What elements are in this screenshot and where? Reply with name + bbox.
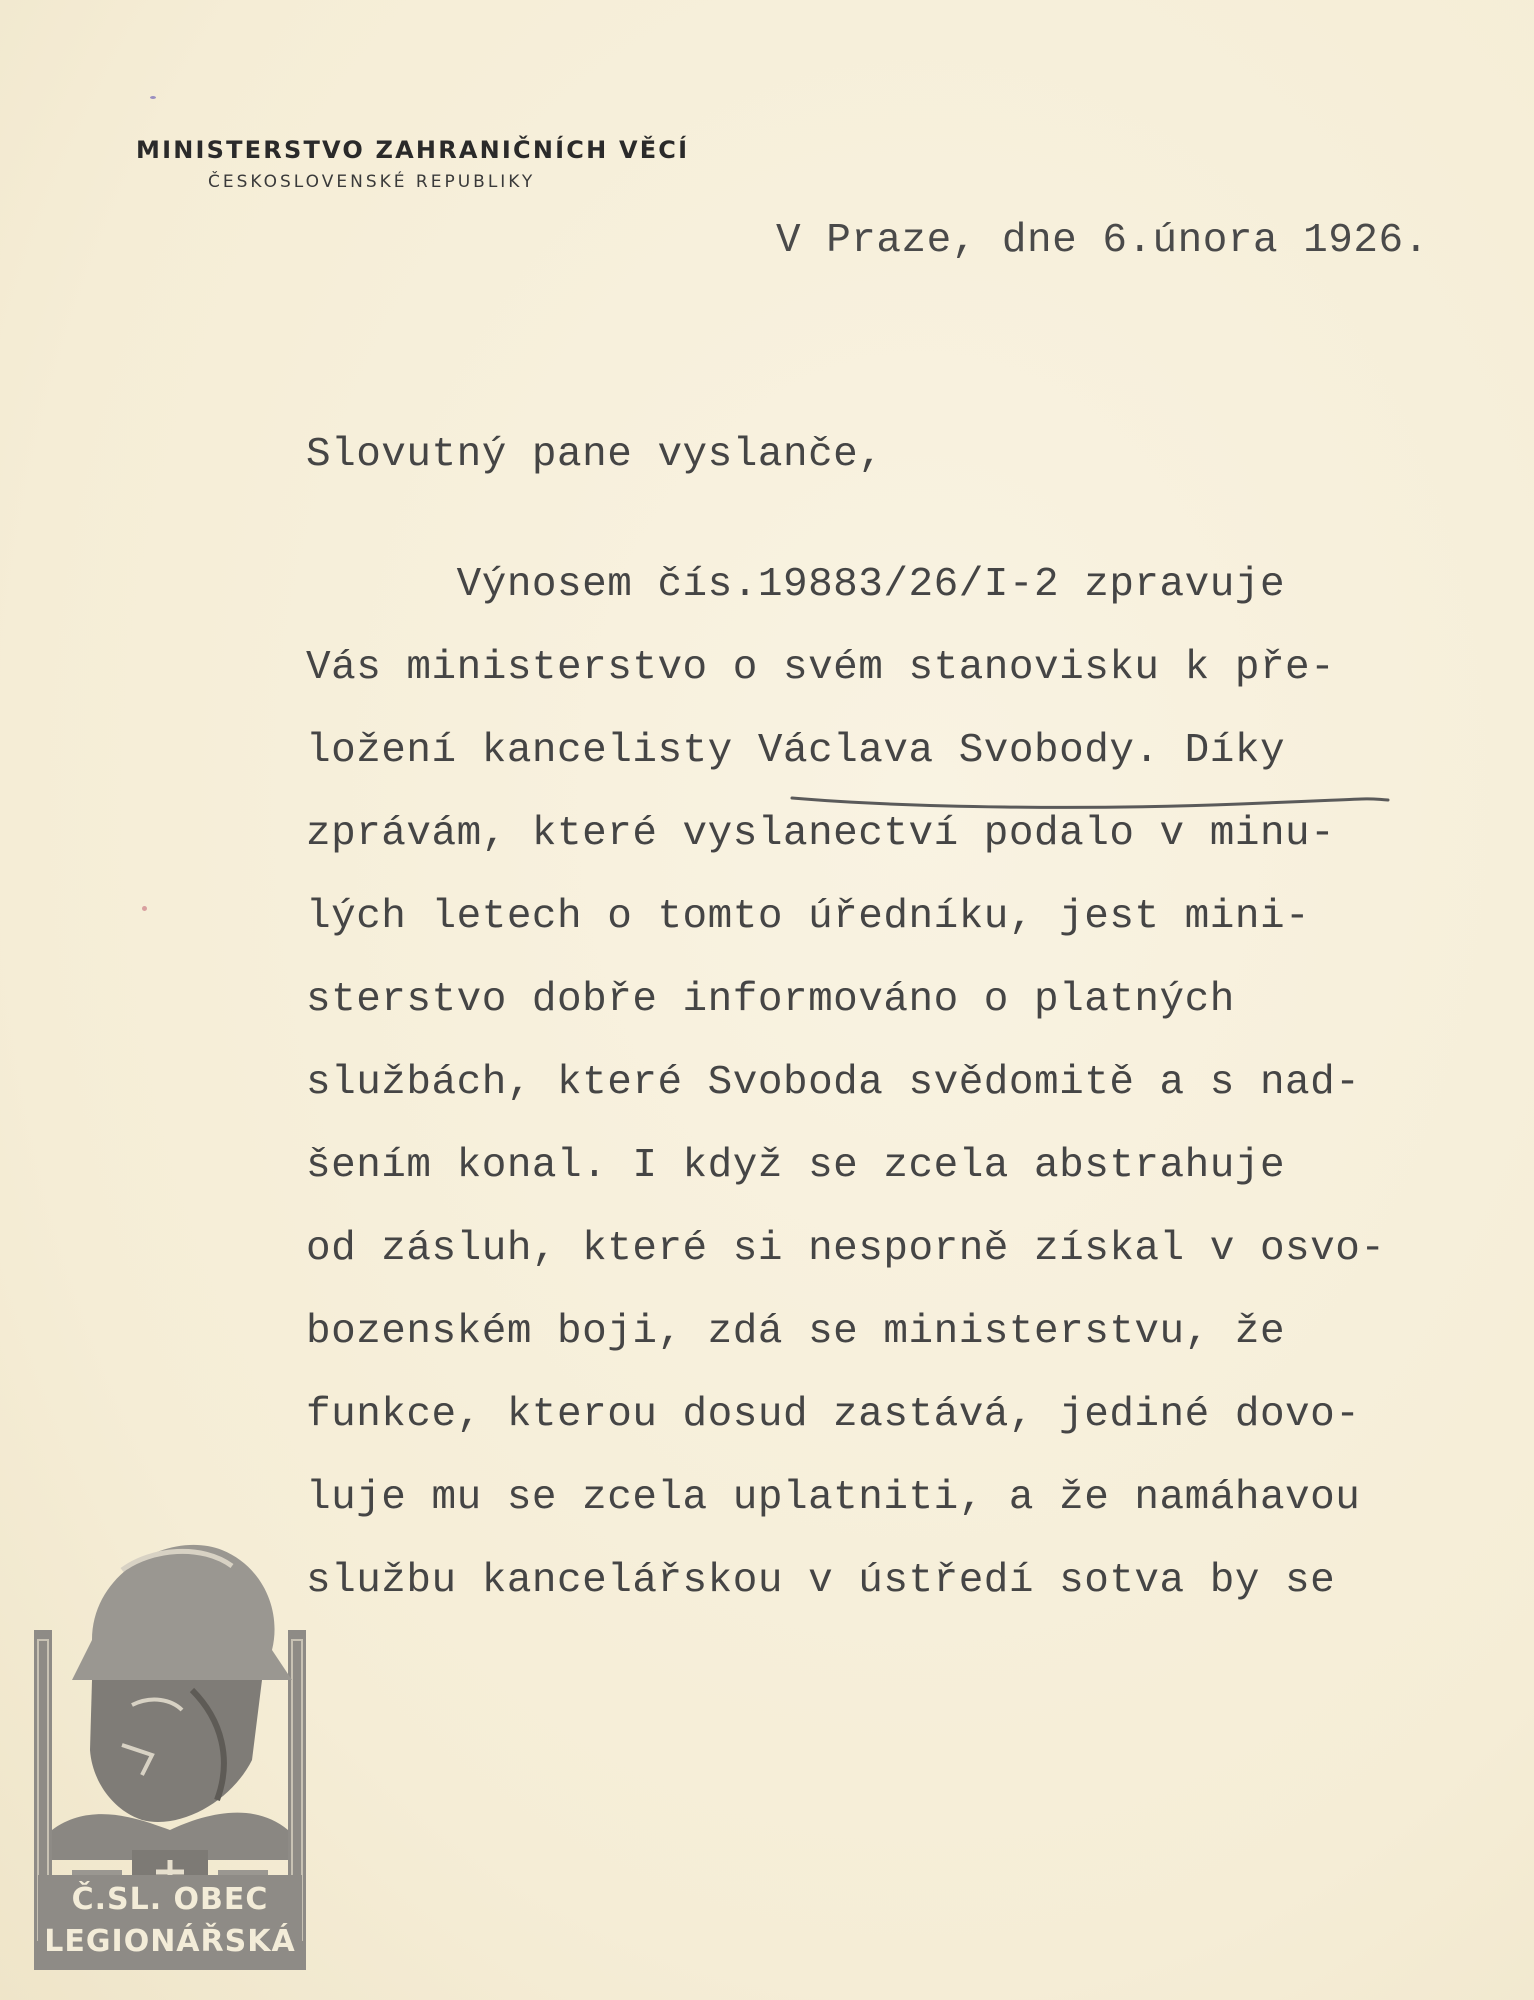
watermark-text-line2: LEGIONÁŘSKÁ — [44, 1924, 296, 1959]
letterhead-republic: ČESKOSLOVENSKÉ REPUBLIKY — [208, 172, 536, 192]
ink-speck — [150, 96, 156, 99]
body-line: zprávám, které vyslanectví podalo v minu- — [306, 811, 1336, 857]
pencil-underline — [790, 790, 1390, 814]
letterhead-ministry: MINISTERSTVO ZAHRANIČNÍCH VĚCÍ — [136, 136, 690, 164]
legion-watermark — [32, 1530, 308, 1970]
body-line: službu kancelářskou v ústředí sotva by se — [306, 1558, 1336, 1604]
body-line: Výnosem čís.19883/26/I-2 zpravuje — [306, 562, 1286, 608]
ink-speck — [142, 906, 147, 911]
watermark-text-line1: Č.SL. OBEC — [71, 1882, 269, 1917]
salutation: Slovutný pane vyslanče, — [306, 432, 884, 478]
body-line: bozenském boji, zdá se ministerstvu, že — [306, 1309, 1286, 1355]
body-line: službách, které Svoboda svědomitě a s nad- — [306, 1060, 1361, 1106]
body-line: Vás ministerstvo o svém stanovisku k pře- — [306, 645, 1336, 691]
body-line: lých letech o tomto úředníku, jest mini- — [306, 894, 1311, 940]
body-line: sterstvo dobře informováno o platných — [306, 977, 1235, 1023]
body-line: funkce, kterou dosud zastává, jediné dovo- — [306, 1392, 1361, 1438]
letterhead — [136, 136, 736, 192]
body-line: ložení kancelisty Václava Svobody. Díky — [306, 728, 1286, 774]
dateline: V Praze, dne 6.února 1926. — [776, 218, 1429, 264]
body-line: šením konal. I když se zcela abstrahuje — [306, 1143, 1286, 1189]
letter-body — [306, 544, 1506, 1623]
body-line: luje mu se zcela uplatniti, a že namáhavou — [306, 1475, 1361, 1521]
body-line: od zásluh, které si nesporně získal v osvo- — [306, 1226, 1386, 1272]
